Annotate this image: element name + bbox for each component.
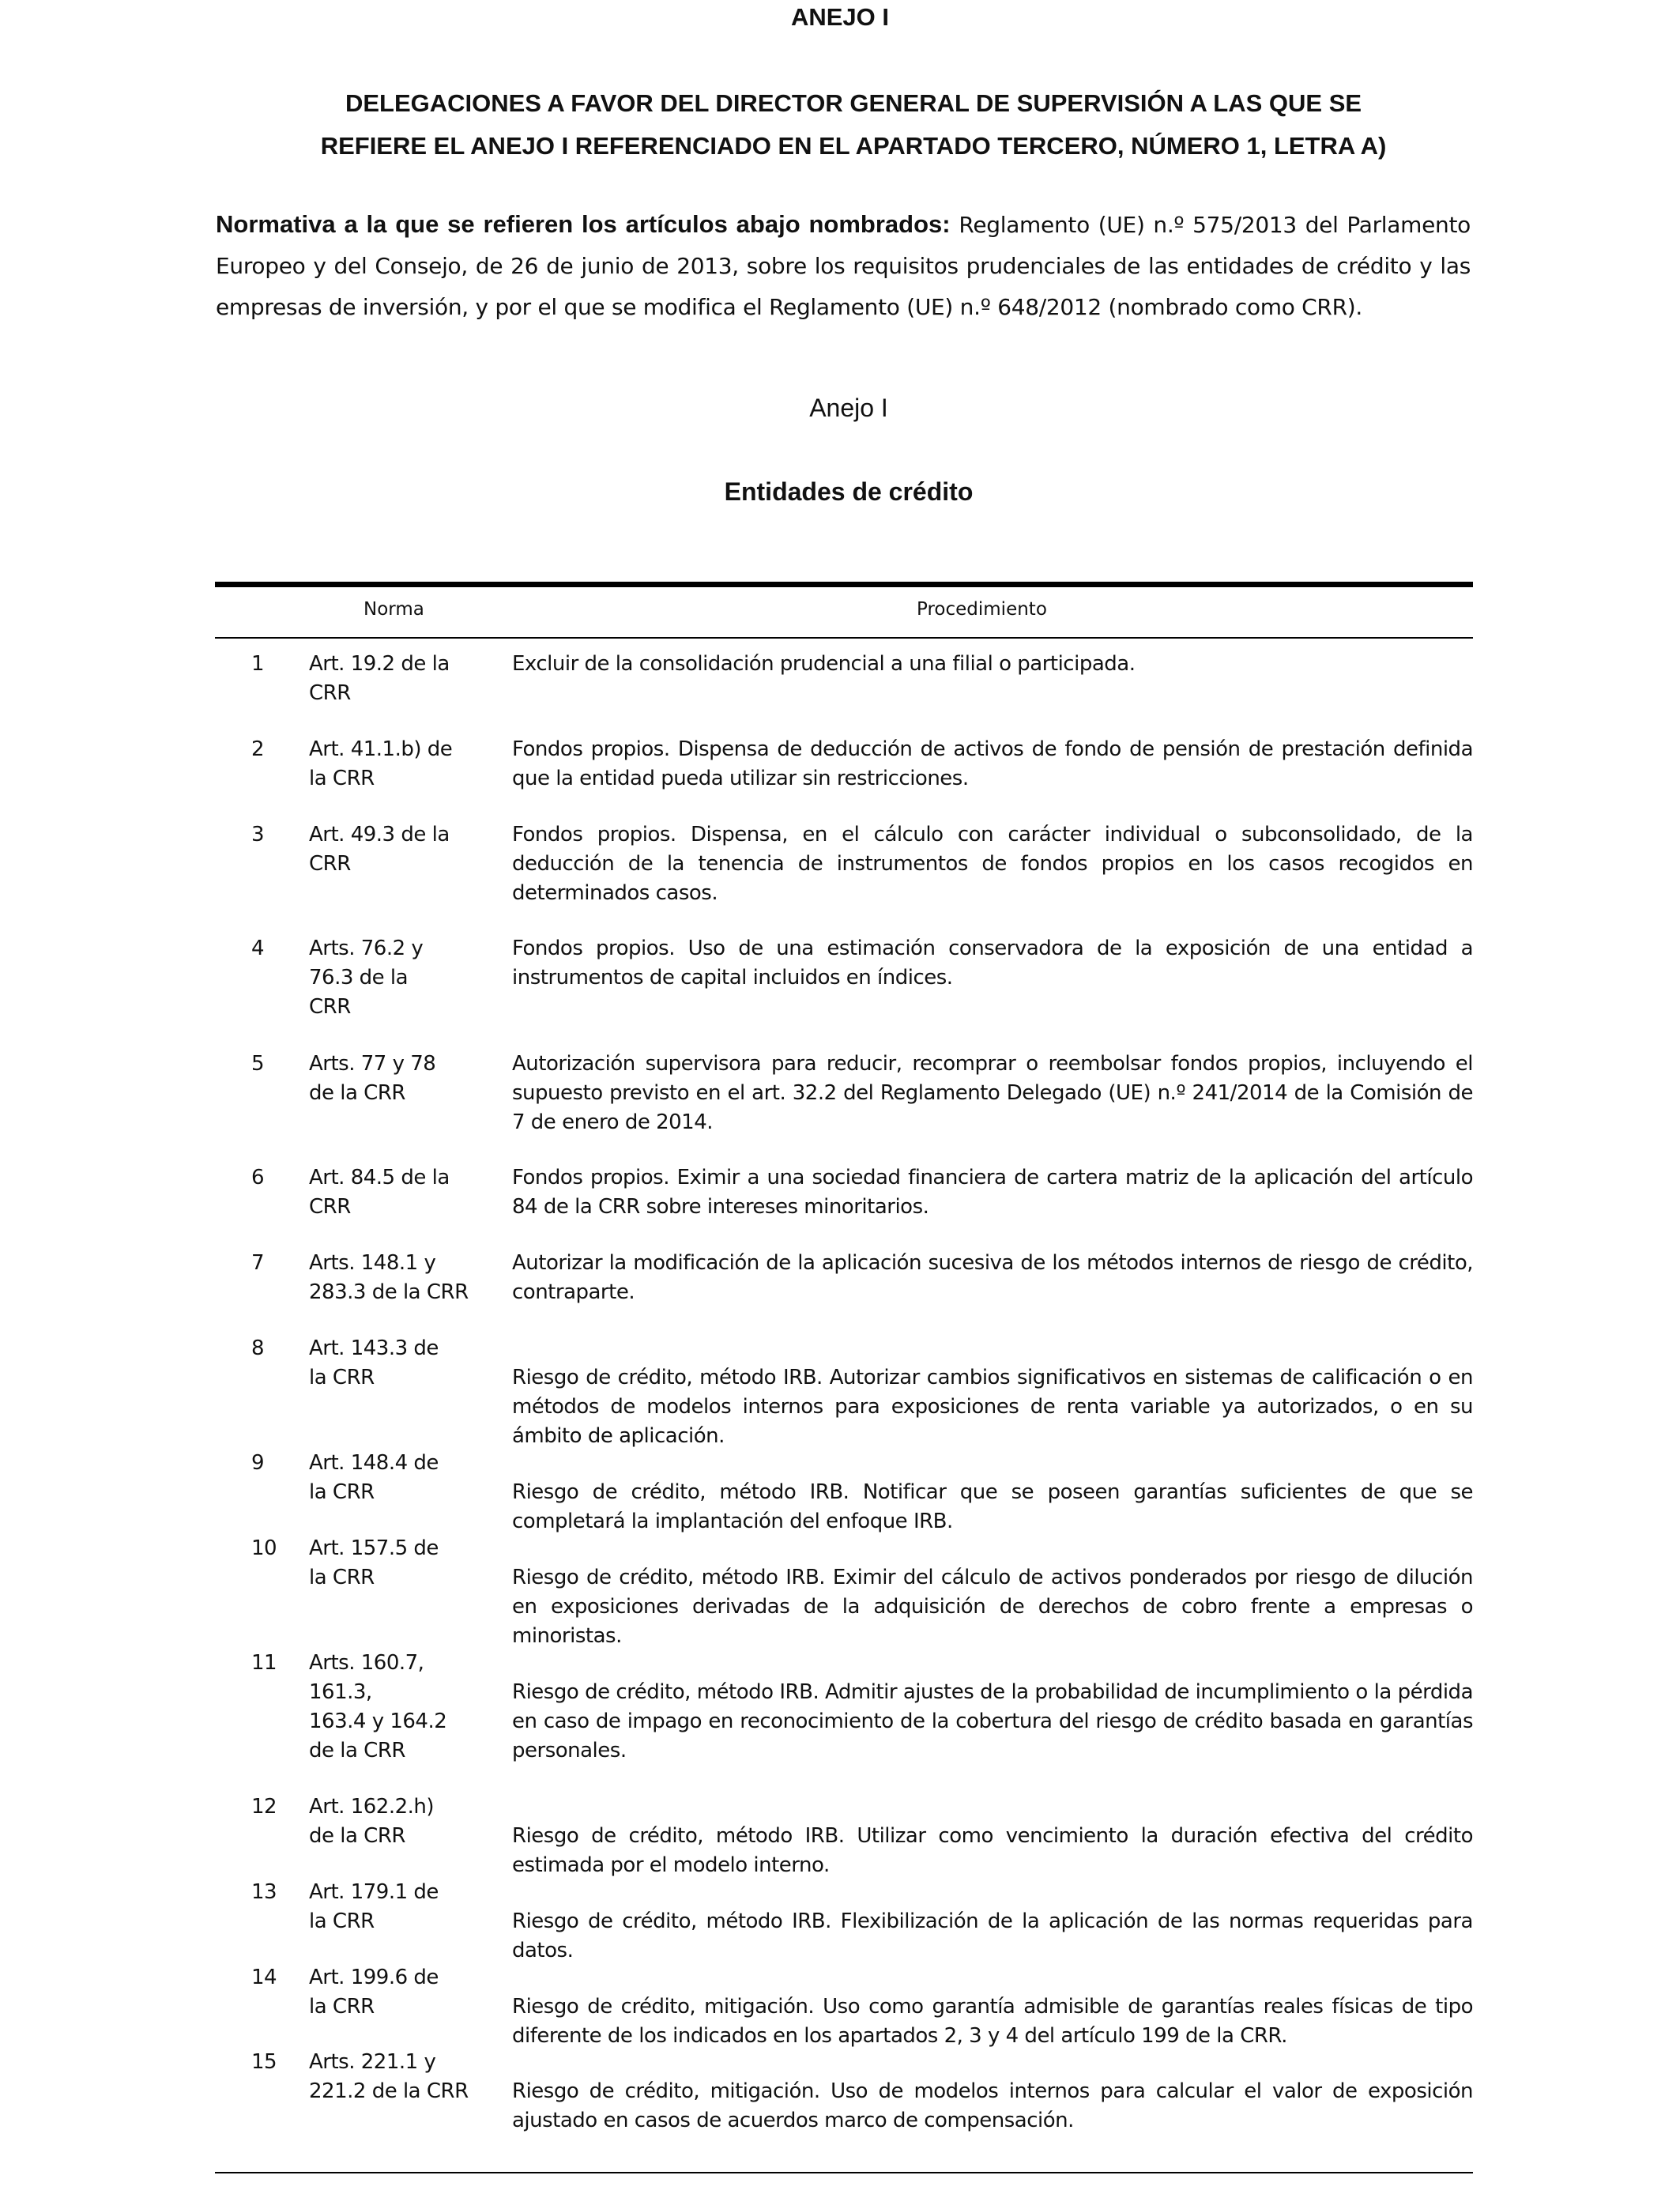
row-number: 4 [251,937,265,960]
row-procedimiento: Riesgo de crédito, mitigación. Uso como garantía admisible de garantías reales físicas de tipo diferente de los indicados en los apartados 2, 3 y 4 del artículo 199 de la CRR. [512,1995,1473,2048]
row-procedimiento: Riesgo de crédito, mitigación. Uso de modelos internos para calcular el valor de exposición ajustado en casos de acuerdos marco de compensación. [512,2079,1473,2132]
annex-subtitle: Anejo I [809,394,888,422]
page-title: ANEJO I [790,3,890,31]
row-norma: Art. 41.1.b) de la CRR [309,737,453,790]
row-norma: Art. 143.3 de la CRR [309,1336,439,1389]
row-procedimiento: Riesgo de crédito, método IRB. Eximir del cálculo de activos ponderados por riesgo de dilución en exposiciones derivadas de la adquisición de derechos de cobro frente a empresas o minoristas. [512,1566,1473,1648]
row-number: 10 [251,1536,277,1560]
heading-line-1: DELEGACIONES A FAVOR DEL DIRECTOR GENERAL DE SUPERVISIÓN A LAS QUE SE [345,89,1362,117]
row-number: 1 [251,652,265,676]
row-procedimiento: Riesgo de crédito, método IRB. Flexibilización de la aplicación de las normas requeridas para datos. [512,1909,1473,1962]
row-norma: Arts. 221.1 y 221.2 de la CRR [309,2050,469,2103]
row-number: 8 [251,1336,265,1360]
row-number: 6 [251,1166,265,1189]
row-norma: Art. 179.1 de la CRR [309,1880,439,1933]
row-norma: Art. 162.2.h) de la CRR [309,1795,435,1848]
row-norma: Arts. 76.2 y 76.3 de la CRR [309,937,424,1019]
row-norma: Art. 148.4 de la CRR [309,1451,439,1504]
row-number: 9 [251,1451,265,1475]
row-procedimiento: Autorización supervisora para reducir, recomprar o reembolsar fondos propios, incluyendo el supuesto previsto en el art. 32.2 del Reglamento Delegado (UE) n.º 241/2014 de la Comisión de 7 de enero de 2014. [512,1052,1473,1134]
table-header-rule [215,637,1473,639]
row-procedimiento: Fondos propios. Uso de una estimación conservadora de la exposición de una entidad a instrumentos de capital incluidos en índices. [512,937,1473,990]
row-norma: Art. 199.6 de la CRR [309,1966,439,2019]
row-number: 7 [251,1251,265,1275]
row-procedimiento: Riesgo de crédito, método IRB. Admitir ajustes de la probabilidad de incumplimiento o la pérdida en caso de impago en reconocimiento de la cobertura del riesgo de crédito basada en garantías personales. [512,1680,1473,1762]
row-procedimiento: Autorizar la modificación de la aplicación sucesiva de los métodos internos de riesgo de crédito, contraparte. [512,1251,1473,1304]
column-header-norma: Norma [363,599,424,620]
row-procedimiento: Riesgo de crédito, método IRB. Notificar que se poseen garantías suficientes de que se completará la implantación del enfoque IRB. [512,1480,1473,1533]
row-norma: Arts. 77 y 78 de la CRR [309,1052,436,1105]
row-norma: Arts. 148.1 y 283.3 de la CRR [309,1251,469,1304]
section-title: Entidades de crédito [724,477,974,506]
row-number: 11 [251,1651,277,1675]
row-norma: Art. 157.5 de la CRR [309,1536,439,1589]
row-norma: Art. 84.5 de la CRR [309,1166,450,1219]
row-procedimiento: Fondos propios. Eximir a una sociedad financiera de cartera matriz de la aplicación del artículo 84 de la CRR sobre intereses minoritarios. [512,1166,1473,1219]
row-number: 14 [251,1966,277,1989]
table-bottom-rule [215,2172,1473,2173]
normativa-paragraph [216,204,1471,328]
normativa-text: Reglamento (UE) n.º 575/2013 del Parlamento Europeo y del Consejo, de 26 de junio de 2013, sobre los requisitos prudenciales de las entidades de crédito y las empresas de inversión, y por el que se modifica el Reglamento (UE) n.º 648/2012 (nombrado como CRR). [216,212,1471,320]
row-number: 5 [251,1052,265,1076]
row-number: 12 [251,1795,277,1819]
column-header-procedimiento: Procedimiento [917,599,1047,620]
row-number: 2 [251,737,265,761]
row-procedimiento: Riesgo de crédito, método IRB. Autorizar cambios significativos en sistemas de calificación o en métodos de modelos internos para exposiciones de renta variable ya autorizados, o en su ámbito de aplicación. [512,1366,1473,1448]
row-number: 3 [251,823,265,846]
row-norma: Art. 49.3 de la CRR [309,823,450,876]
row-norma: Arts. 160.7, 161.3, 163.4 y 164.2 de la CRR [309,1651,447,1762]
row-number: 15 [251,2050,277,2074]
row-number: 13 [251,1880,277,1904]
row-procedimiento: Fondos propios. Dispensa, en el cálculo con carácter individual o subconsolidado, de la deducción de la tenencia de instrumentos de fondos propios en los casos recogidos en determinados casos. [512,823,1473,905]
row-procedimiento: Excluir de la consolidación prudencial a una filial o participada. [512,652,1136,676]
normativa-lead: Normativa a la que se refieren los artículos abajo nombrados: [216,210,951,238]
row-norma: Art. 19.2 de la CRR [309,652,450,705]
table-top-rule [215,582,1473,587]
heading-line-2: REFIERE EL ANEJO I REFERENCIADO EN EL APARTADO TERCERO, NÚMERO 1, LETRA A) [320,132,1387,160]
row-procedimiento: Fondos propios. Dispensa de deducción de activos de fondo de pensión de prestación definida que la entidad pueda utilizar sin restricciones. [512,737,1473,790]
document-heading [190,82,1517,168]
row-procedimiento: Riesgo de crédito, método IRB. Utilizar como vencimiento la duración efectiva del crédito estimada por el modelo interno. [512,1824,1473,1877]
